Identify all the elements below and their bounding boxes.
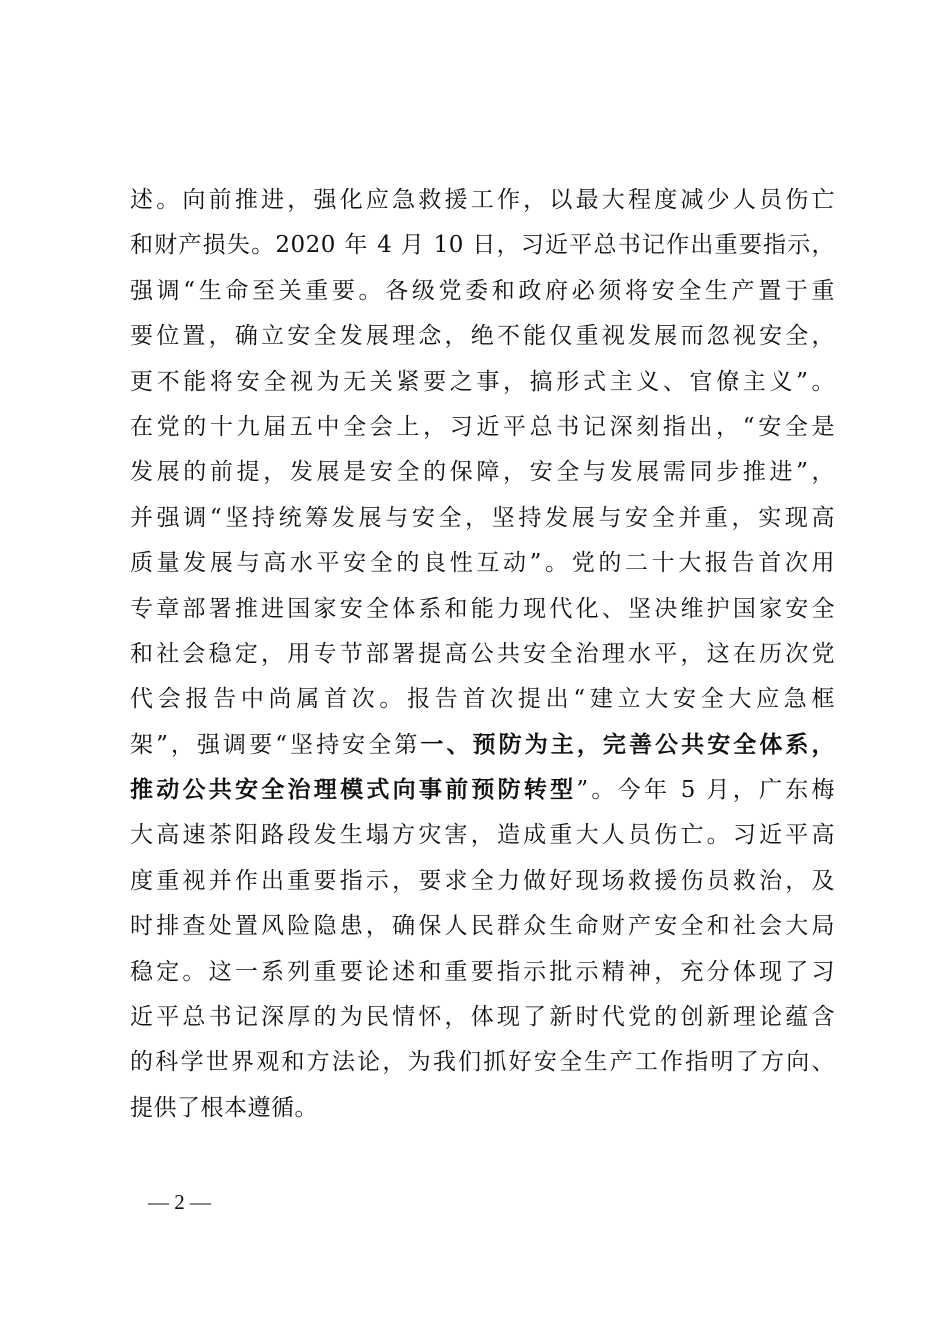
text-line: 提供了根本遵循。 [130, 1094, 318, 1121]
text-line: 和社会稳定，用专节部署提高公共安全治理水平，这在历次党 [130, 640, 835, 667]
text-line: 和财产损失。2020 年 4 月 10 日，习近平总书记作出重要指示， [130, 232, 835, 259]
text-line: 大高速茶阳路段发生塌方灾害，造成重大人员伤亡。习近平高 [130, 822, 835, 849]
text-line: 的科学世界观和方法论，为我们抓好安全生产工作指明了方向、 [130, 1049, 835, 1076]
text-line: 强调“生命至关重要。各级党委和政府必须将安全生产置于重 [130, 277, 835, 304]
text-segment: 架”，强调要“坚持安全第 [130, 731, 421, 758]
text-line: 要位置，确立安全发展理念，绝不能仅重视发展而忽视安全， [130, 323, 835, 350]
text-line: 更不能将安全视为无关紧要之事，搞形式主义、官僚主义”。 [130, 368, 835, 395]
text-line: 并强调“坚持统筹发展与安全，坚持发展与安全并重，实现高 [130, 504, 835, 531]
text-line: 稳定。这一系列重要论述和重要指示批示精神，充分体现了习 [130, 958, 835, 985]
text-line-mixed [130, 723, 835, 768]
bold-text-segment: 一、预防为主，完善公共安全体系， [420, 731, 836, 758]
body-paragraph [130, 178, 835, 1131]
page-number: — 2 — [148, 1190, 211, 1214]
text-line: 专章部署推进国家安全体系和能力现代化、坚决维护国家安全 [130, 595, 835, 622]
text-line: 代会报告中尚属首次。报告首次提出“建立大安全大应急框 [130, 686, 835, 713]
text-line: 发展的前提，发展是安全的保障，安全与发展需同步推进”， [130, 459, 835, 486]
text-line-mixed [130, 768, 835, 813]
text-segment: ”。今年 5 月，广东梅 [576, 777, 836, 804]
text-line: 质量发展与高水平安全的良性互动”。党的二十大报告首次用 [130, 550, 835, 577]
text-line: 在党的十九届五中全会上，习近平总书记深刻指出，“安全是 [130, 413, 835, 440]
text-line: 述。向前推进，强化应急救援工作，以最大程度减少人员伤亡 [130, 187, 835, 213]
text-line: 近平总书记深厚的为民情怀，体现了新时代党的创新理论蕴含 [130, 1004, 835, 1031]
bold-text-segment: 推动公共安全治理模式向事前预防转型 [130, 777, 577, 804]
text-line: 度重视并作出重要指示，要求全力做好现场救援伤员救治，及 [130, 867, 835, 894]
text-line: 时排查处置风险隐患，确保人民群众生命财产安全和社会大局 [130, 913, 835, 940]
